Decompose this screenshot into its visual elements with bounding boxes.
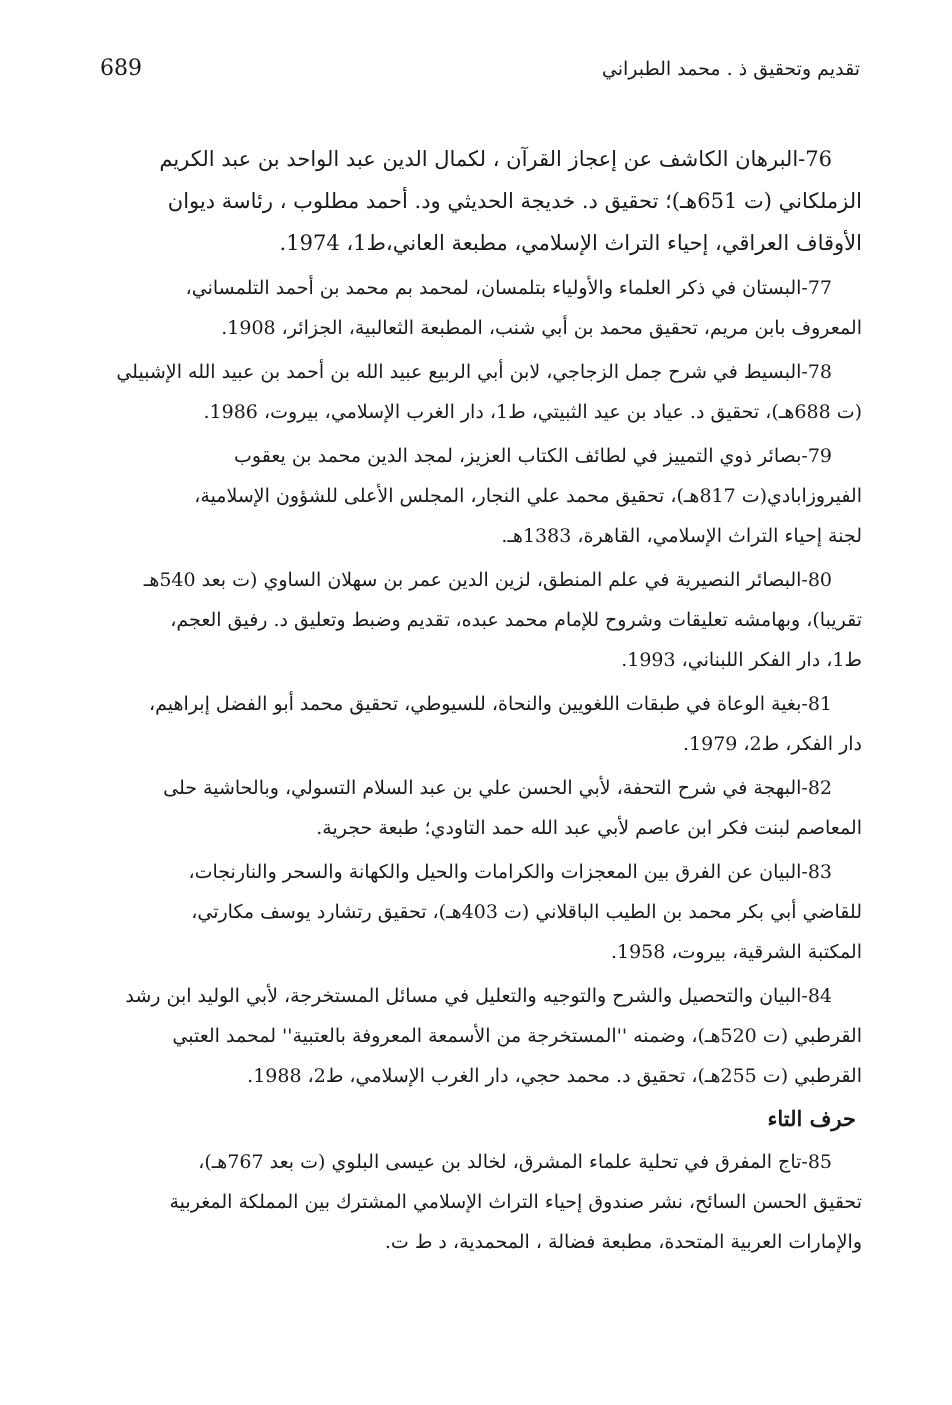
entry-line: لجنة إحياء التراث الإسلامي، القاهرة، 1383هـ. bbox=[501, 525, 862, 547]
bibliography-entry-80 bbox=[100, 560, 862, 680]
entry-line: 82-البهجة في شرح التحفة، لأبي الحسن علي بن عبد السلام التسولي، وبالحاشية حلى bbox=[163, 777, 832, 799]
header-title: تقديم وتحقيق ذ . محمد الطبراني bbox=[601, 58, 860, 80]
bibliography-entry-76 bbox=[100, 138, 862, 264]
entry-line: الزملكاني (ت 651هـ)؛ تحقيق د. خديجة الحديثي ود. أحمد مطلوب ، رئاسة ديوان bbox=[167, 189, 862, 213]
entry-line: تحقيق الحسن السائح، نشر صندوق إحياء التراث الإسلامي المشترك بين المملكة المغربية bbox=[169, 1191, 862, 1213]
entry-line: 81-بغية الوعاة في طبقات اللغويين والنحاة، للسيوطي، تحقيق محمد أبو الفضل إبراهيم، bbox=[149, 693, 832, 715]
entry-line: المعاصم لبنت فكر ابن عاصم لأبي عبد الله حمد التاودي؛ طبعة حجرية. bbox=[316, 817, 862, 839]
entry-line: تقريبا)، وبهامشه تعليقات وشروح للإمام محمد عبده، تقديم وضبط وتعليق د. رفيق العجم، bbox=[170, 609, 862, 631]
bibliography-entry-83 bbox=[100, 852, 862, 972]
bibliography-entry-82 bbox=[100, 768, 862, 848]
entry-line: 85-تاج المفرق في تحلية علماء المشرق، لخالد بن عيسى البلوي (ت بعد 767هـ)، bbox=[198, 1151, 832, 1173]
entry-line: الأوقاف العراقي، إحياء التراث الإسلامي، مطبعة العاني،ط1، 1974. bbox=[279, 231, 862, 255]
entry-line: 83-البيان عن الفرق بين المعجزات والكرامات والحيل والكهانة والسحر والنارنجات، bbox=[188, 861, 832, 883]
page-number: 689 bbox=[100, 56, 142, 81]
bibliography-entry-85 bbox=[100, 1142, 862, 1262]
entry-line: (ت 688هـ)، تحقيق د. عياد بن عيد الثبيتي، ط1، دار الغرب الإسلامي، بيروت، 1986. bbox=[203, 401, 862, 423]
entry-line: للقاضي أبي بكر محمد بن الطيب الباقلاني (ت 403هـ)، تحقيق رتشارد يوسف مكارتي، bbox=[191, 901, 862, 923]
entry-line: 77-البستان في ذكر العلماء والأولياء بتلمسان، لمحمد بم محمد بن أحمد التلمساني، bbox=[185, 277, 832, 299]
entry-line: المكتبة الشرقية، بيروت، 1958. bbox=[610, 941, 862, 963]
entry-line: دار الفكر، ط2، 1979. bbox=[682, 733, 862, 755]
bibliography-body bbox=[100, 138, 862, 1262]
entry-line: الفيروزابادي(ت 817هـ)، تحقيق محمد علي النجار، المجلس الأعلى للشؤون الإسلامية، bbox=[194, 485, 862, 507]
bibliography-entry-79 bbox=[100, 436, 862, 556]
entry-line: المعروف بابن مريم، تحقيق محمد بن أبي شنب، المطبعة الثعالبية، الجزائر، 1908. bbox=[221, 317, 862, 339]
entry-line: 78-البسيط في شرح جمل الزجاجي، لابن أبي الربيع عبيد الله بن أحمد بن عبيد الله الإشبيلي bbox=[116, 361, 832, 383]
bibliography-entry-84 bbox=[100, 976, 862, 1096]
entry-line: 80-البصائر النصيرية في علم المنطق، لزين الدين عمر بن سهلان الساوي (ت بعد 540هـ bbox=[143, 569, 832, 591]
bibliography-entry-78 bbox=[100, 352, 862, 432]
entry-line: 76-البرهان الكاشف عن إعجاز القرآن ، لكمال الدين عبد الواحد بن عبد الكريم bbox=[159, 147, 832, 171]
running-header bbox=[100, 52, 860, 92]
bibliography-entry-81 bbox=[100, 684, 862, 764]
entry-line: القرطبي (ت 520هـ)، وضمنه ''المستخرجة من الأسمعة المعروفة بالعتبية'' لمحمد العتبي bbox=[172, 1025, 862, 1047]
entry-line: ط1، دار الفكر اللبناني، 1993. bbox=[621, 649, 862, 671]
section-heading: حرف التاء bbox=[767, 1106, 856, 1131]
entry-line: 79-بصائر ذوي التمييز في لطائف الكتاب العزيز، لمجد الدين محمد بن يعقوب bbox=[234, 445, 832, 467]
entry-line: والإمارات العربية المتحدة، مطبعة فضالة ، المحمدية، د ط ت. bbox=[384, 1231, 862, 1253]
entry-line: القرطبي (ت 255هـ)، تحقيق د. محمد حجي، دار الغرب الإسلامي، ط2، 1988. bbox=[247, 1065, 862, 1087]
bibliography-entry-77 bbox=[100, 268, 862, 348]
entry-line: 84-البيان والتحصيل والشرح والتوجيه والتعليل في مسائل المستخرجة، لأبي الوليد ابن رشد bbox=[125, 985, 832, 1007]
